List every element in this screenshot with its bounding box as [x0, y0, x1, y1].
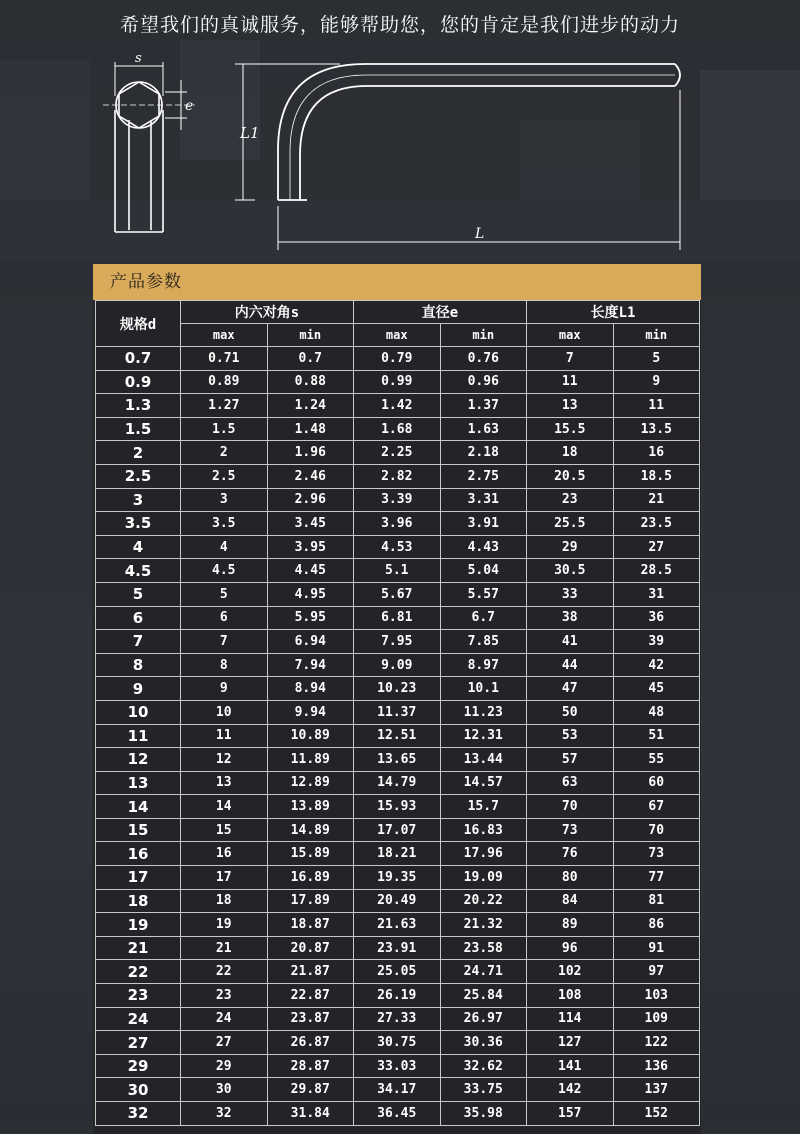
cell-spec: 29 [96, 1054, 181, 1078]
table-cell: 6.94 [267, 630, 354, 654]
label-s: s [135, 51, 142, 66]
table-cell: 29.87 [267, 1078, 354, 1102]
table-cell: 4.95 [267, 582, 354, 606]
cell-spec: 9 [96, 677, 181, 701]
table-cell: 18.5 [613, 464, 700, 488]
label-l1: L1 [240, 124, 260, 142]
table-cell: 8.94 [267, 677, 354, 701]
table-cell: 30 [181, 1078, 268, 1102]
cell-spec: 14 [96, 795, 181, 819]
table-cell: 21.87 [267, 960, 354, 984]
table-cell: 18.21 [354, 842, 441, 866]
table-cell: 20.22 [440, 889, 527, 913]
cell-spec: 2.5 [96, 464, 181, 488]
table-cell: 122 [613, 1031, 700, 1055]
cell-spec: 13 [96, 771, 181, 795]
table-cell: 23.87 [267, 1007, 354, 1031]
table-cell: 13.44 [440, 748, 527, 772]
table-cell: 24 [181, 1007, 268, 1031]
table-row [96, 748, 700, 772]
table-cell: 1.96 [267, 441, 354, 465]
table-cell: 18 [527, 441, 614, 465]
table-cell: 7.94 [267, 653, 354, 677]
table-cell: 73 [527, 818, 614, 842]
table-row [96, 724, 700, 748]
table-cell: 91 [613, 936, 700, 960]
table-cell: 14.57 [440, 771, 527, 795]
cell-spec: 8 [96, 653, 181, 677]
table-cell: 1.27 [181, 394, 268, 418]
table-row [96, 866, 700, 890]
table-cell: 5.57 [440, 582, 527, 606]
table-cell: 41 [527, 630, 614, 654]
table-cell: 9.94 [267, 700, 354, 724]
table-cell: 142 [527, 1078, 614, 1102]
table-cell: 23.58 [440, 936, 527, 960]
table-cell: 4.53 [354, 535, 441, 559]
table-cell: 60 [613, 771, 700, 795]
table-row [96, 677, 700, 701]
table-cell: 0.71 [181, 347, 268, 371]
table-cell: 0.99 [354, 370, 441, 394]
table-cell: 19 [181, 913, 268, 937]
table-cell: 45 [613, 677, 700, 701]
table-cell: 53 [527, 724, 614, 748]
table-cell: 1.63 [440, 417, 527, 441]
table-row [96, 347, 700, 371]
table-cell: 23.91 [354, 936, 441, 960]
table-row [96, 795, 700, 819]
table-cell: 25.84 [440, 984, 527, 1008]
table-cell: 2.82 [354, 464, 441, 488]
cell-spec: 30 [96, 1078, 181, 1102]
table-cell: 27 [613, 535, 700, 559]
table-row [96, 370, 700, 394]
table-row [96, 559, 700, 583]
table-row [96, 936, 700, 960]
header-group-s: 内六对角s [181, 301, 354, 324]
table-cell: 3.91 [440, 512, 527, 536]
table-cell: 44 [527, 653, 614, 677]
table-cell: 4 [181, 535, 268, 559]
hex-key-diagram [95, 50, 715, 265]
table-cell: 7.85 [440, 630, 527, 654]
table-cell: 136 [613, 1054, 700, 1078]
table-cell: 3.45 [267, 512, 354, 536]
table-cell: 63 [527, 771, 614, 795]
cell-spec: 0.9 [96, 370, 181, 394]
table-cell: 10.23 [354, 677, 441, 701]
cell-spec: 5 [96, 582, 181, 606]
cross-section-view [103, 62, 195, 232]
table-cell: 32 [181, 1102, 268, 1126]
table-cell: 38 [527, 606, 614, 630]
table-cell: 28.87 [267, 1054, 354, 1078]
table-cell: 10.1 [440, 677, 527, 701]
table-cell: 141 [527, 1054, 614, 1078]
table-cell: 27 [181, 1031, 268, 1055]
table-cell: 32.62 [440, 1054, 527, 1078]
table-cell: 11 [613, 394, 700, 418]
table-cell: 97 [613, 960, 700, 984]
table-cell: 73 [613, 842, 700, 866]
cell-spec: 4 [96, 535, 181, 559]
header-min: min [440, 324, 527, 347]
table-cell: 24.71 [440, 960, 527, 984]
table-row [96, 1078, 700, 1102]
table-cell: 9 [181, 677, 268, 701]
cell-spec: 18 [96, 889, 181, 913]
table-cell: 21 [613, 488, 700, 512]
label-l: L [475, 226, 485, 242]
table-row [96, 1007, 700, 1031]
table-row [96, 1102, 700, 1126]
table-row [96, 653, 700, 677]
table-cell: 3 [181, 488, 268, 512]
table-cell: 14.79 [354, 771, 441, 795]
table-cell: 36 [613, 606, 700, 630]
table-cell: 81 [613, 889, 700, 913]
table-cell: 6 [181, 606, 268, 630]
cell-spec: 7 [96, 630, 181, 654]
table-cell: 4.45 [267, 559, 354, 583]
table-cell: 2.18 [440, 441, 527, 465]
table-cell: 2.96 [267, 488, 354, 512]
table-cell: 14 [181, 795, 268, 819]
cell-spec: 32 [96, 1102, 181, 1126]
table-cell: 26.19 [354, 984, 441, 1008]
table-cell: 30.5 [527, 559, 614, 583]
table-cell: 5.04 [440, 559, 527, 583]
table-cell: 13 [181, 771, 268, 795]
table-cell: 2.5 [181, 464, 268, 488]
table-row [96, 960, 700, 984]
table-cell: 11.89 [267, 748, 354, 772]
table-cell: 9.09 [354, 653, 441, 677]
table-cell: 14.89 [267, 818, 354, 842]
table-cell: 15.5 [527, 417, 614, 441]
table-row [96, 818, 700, 842]
table-cell: 11 [181, 724, 268, 748]
table-cell: 17 [181, 866, 268, 890]
table-cell: 1.48 [267, 417, 354, 441]
table-cell: 11.23 [440, 700, 527, 724]
table-cell: 8.97 [440, 653, 527, 677]
table-cell: 7 [527, 347, 614, 371]
label-e: e [185, 98, 194, 114]
table-cell: 108 [527, 984, 614, 1008]
cell-spec: 11 [96, 724, 181, 748]
cell-spec: 3.5 [96, 512, 181, 536]
table-row [96, 1031, 700, 1055]
l-key-side-view [235, 64, 680, 250]
table-cell: 42 [613, 653, 700, 677]
table-cell: 5 [181, 582, 268, 606]
table-cell: 23 [527, 488, 614, 512]
table-cell: 25.5 [527, 512, 614, 536]
table-row [96, 441, 700, 465]
table-cell: 2.75 [440, 464, 527, 488]
table-cell: 6.7 [440, 606, 527, 630]
table-cell: 102 [527, 960, 614, 984]
cell-spec: 24 [96, 1007, 181, 1031]
table-cell: 89 [527, 913, 614, 937]
table-cell: 5 [613, 347, 700, 371]
table-cell: 33.03 [354, 1054, 441, 1078]
table-cell: 5.1 [354, 559, 441, 583]
table-cell: 11 [527, 370, 614, 394]
table-cell: 1.68 [354, 417, 441, 441]
cell-spec: 22 [96, 960, 181, 984]
header-max: max [527, 324, 614, 347]
table-cell: 7.95 [354, 630, 441, 654]
table-cell: 13 [527, 394, 614, 418]
table-cell: 6.81 [354, 606, 441, 630]
cell-spec: 19 [96, 913, 181, 937]
cell-spec: 3 [96, 488, 181, 512]
table-cell: 0.89 [181, 370, 268, 394]
table-cell: 15.7 [440, 795, 527, 819]
table-cell: 2.46 [267, 464, 354, 488]
table-cell: 18.87 [267, 913, 354, 937]
table-cell: 137 [613, 1078, 700, 1102]
cell-spec: 1.5 [96, 417, 181, 441]
table-cell: 12.31 [440, 724, 527, 748]
table-cell: 31.84 [267, 1102, 354, 1126]
table-cell: 25.05 [354, 960, 441, 984]
table-cell: 19.09 [440, 866, 527, 890]
table-cell: 1.37 [440, 394, 527, 418]
table-row [96, 535, 700, 559]
table-cell: 34.17 [354, 1078, 441, 1102]
header-min: min [613, 324, 700, 347]
table-cell: 84 [527, 889, 614, 913]
cell-spec: 23 [96, 984, 181, 1008]
table-cell: 20.49 [354, 889, 441, 913]
table-cell: 1.42 [354, 394, 441, 418]
table-cell: 0.76 [440, 347, 527, 371]
cell-spec: 4.5 [96, 559, 181, 583]
table-cell: 47 [527, 677, 614, 701]
table-cell: 22.87 [267, 984, 354, 1008]
table-cell: 20.5 [527, 464, 614, 488]
table-cell: 1.24 [267, 394, 354, 418]
table-cell: 70 [527, 795, 614, 819]
table-cell: 0.88 [267, 370, 354, 394]
table-cell: 33 [527, 582, 614, 606]
table-cell: 48 [613, 700, 700, 724]
table-cell: 67 [613, 795, 700, 819]
table-cell: 18 [181, 889, 268, 913]
table-cell: 36.45 [354, 1102, 441, 1126]
table-row [96, 417, 700, 441]
table-cell: 28.5 [613, 559, 700, 583]
table-row [96, 889, 700, 913]
header-max: max [181, 324, 268, 347]
table-row [96, 582, 700, 606]
table-cell: 80 [527, 866, 614, 890]
cell-spec: 0.7 [96, 347, 181, 371]
table-cell: 13.65 [354, 748, 441, 772]
table-cell: 20.87 [267, 936, 354, 960]
table-cell: 1.5 [181, 417, 268, 441]
table-cell: 50 [527, 700, 614, 724]
table-row [96, 1054, 700, 1078]
table-cell: 86 [613, 913, 700, 937]
table-cell: 12.51 [354, 724, 441, 748]
table-cell: 57 [527, 748, 614, 772]
table-cell: 0.96 [440, 370, 527, 394]
table-cell: 51 [613, 724, 700, 748]
table-cell: 3.31 [440, 488, 527, 512]
header-group-l1: 长度L1 [527, 301, 700, 324]
cell-spec: 21 [96, 936, 181, 960]
header-min: min [267, 324, 354, 347]
table-cell: 35.98 [440, 1102, 527, 1126]
table-cell: 55 [613, 748, 700, 772]
cell-spec: 27 [96, 1031, 181, 1055]
table-cell: 16 [181, 842, 268, 866]
panel-title: 产品参数 [93, 264, 701, 300]
table-cell: 76 [527, 842, 614, 866]
table-cell: 157 [527, 1102, 614, 1126]
table-row [96, 394, 700, 418]
table-cell: 3.95 [267, 535, 354, 559]
table-cell: 33.75 [440, 1078, 527, 1102]
product-parameters-panel [93, 264, 701, 1134]
table-cell: 3.5 [181, 512, 268, 536]
table-cell: 114 [527, 1007, 614, 1031]
table-cell: 30.36 [440, 1031, 527, 1055]
table-row [96, 913, 700, 937]
table-cell: 17.07 [354, 818, 441, 842]
table-cell: 23.5 [613, 512, 700, 536]
table-cell: 21 [181, 936, 268, 960]
table-cell: 0.7 [267, 347, 354, 371]
table-cell: 39 [613, 630, 700, 654]
table-cell: 4.5 [181, 559, 268, 583]
cell-spec: 15 [96, 818, 181, 842]
cell-spec: 16 [96, 842, 181, 866]
table-cell: 12 [181, 748, 268, 772]
table-cell: 3.96 [354, 512, 441, 536]
table-cell: 16.89 [267, 866, 354, 890]
table-row [96, 700, 700, 724]
table-cell: 29 [527, 535, 614, 559]
table-cell: 27.33 [354, 1007, 441, 1031]
cell-spec: 1.3 [96, 394, 181, 418]
table-cell: 29 [181, 1054, 268, 1078]
table-cell: 11.37 [354, 700, 441, 724]
table-cell: 5.67 [354, 582, 441, 606]
table-cell: 2.25 [354, 441, 441, 465]
table-cell: 127 [527, 1031, 614, 1055]
table-cell: 15.93 [354, 795, 441, 819]
table-row [96, 630, 700, 654]
table-cell: 15.89 [267, 842, 354, 866]
table-cell: 10.89 [267, 724, 354, 748]
header-group-e: 直径e [354, 301, 527, 324]
table-cell: 0.79 [354, 347, 441, 371]
parameters-table [95, 300, 700, 1126]
table-cell: 17.96 [440, 842, 527, 866]
header-spec: 规格d [96, 301, 181, 347]
table-cell: 8 [181, 653, 268, 677]
table-cell: 31 [613, 582, 700, 606]
table-cell: 70 [613, 818, 700, 842]
table-cell: 9 [613, 370, 700, 394]
table-cell: 109 [613, 1007, 700, 1031]
table-cell: 4.43 [440, 535, 527, 559]
table-cell: 22 [181, 960, 268, 984]
table-cell: 15 [181, 818, 268, 842]
table-cell: 30.75 [354, 1031, 441, 1055]
table-cell: 2 [181, 441, 268, 465]
table-row [96, 606, 700, 630]
table-cell: 77 [613, 866, 700, 890]
table-cell: 152 [613, 1102, 700, 1126]
table-cell: 21.63 [354, 913, 441, 937]
table-cell: 21.32 [440, 913, 527, 937]
table-cell: 17.89 [267, 889, 354, 913]
table-row [96, 512, 700, 536]
table-cell: 12.89 [267, 771, 354, 795]
cell-spec: 2 [96, 441, 181, 465]
cell-spec: 6 [96, 606, 181, 630]
table-cell: 23 [181, 984, 268, 1008]
cell-spec: 10 [96, 700, 181, 724]
cell-spec: 17 [96, 866, 181, 890]
table-cell: 10 [181, 700, 268, 724]
table-cell: 3.39 [354, 488, 441, 512]
table-cell: 16.83 [440, 818, 527, 842]
table-row [96, 984, 700, 1008]
table-cell: 5.95 [267, 606, 354, 630]
table-cell: 13.5 [613, 417, 700, 441]
table-cell: 19.35 [354, 866, 441, 890]
table-row [96, 771, 700, 795]
table-cell: 26.87 [267, 1031, 354, 1055]
header-max: max [354, 324, 441, 347]
table-cell: 26.97 [440, 1007, 527, 1031]
table-cell: 7 [181, 630, 268, 654]
slogan: 希望我们的真诚服务，能够帮助您，您的肯定是我们进步的动力 [119, 14, 680, 36]
cell-spec: 12 [96, 748, 181, 772]
table-row [96, 842, 700, 866]
table-cell: 16 [613, 441, 700, 465]
table-row [96, 464, 700, 488]
table-cell: 96 [527, 936, 614, 960]
table-row [96, 488, 700, 512]
table-cell: 13.89 [267, 795, 354, 819]
table-cell: 103 [613, 984, 700, 1008]
